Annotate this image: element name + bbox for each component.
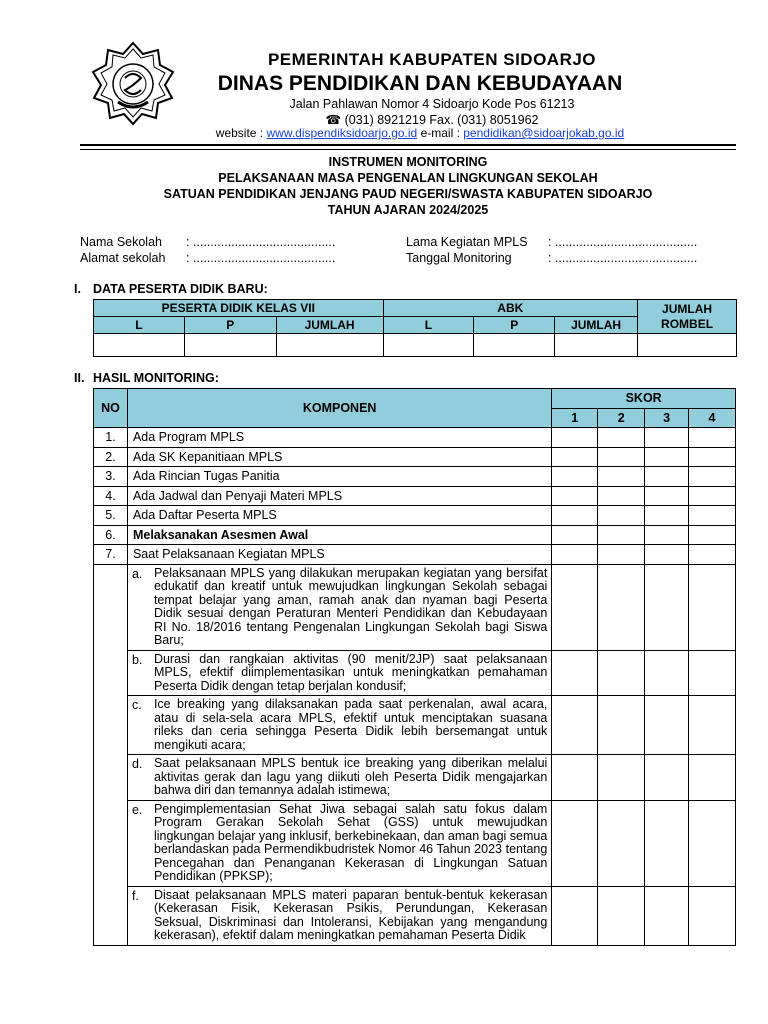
doc-title: INSTRUMEN MONITORING [328,155,488,169]
subitem-letter: d. [131,757,143,771]
score-cell[interactable] [598,755,645,801]
score-cell[interactable] [689,447,736,467]
row-component: Melaksanakan Asesmen Awal [127,525,551,545]
score-cell[interactable] [598,506,645,526]
score-cell[interactable] [645,886,689,945]
score-cell[interactable] [689,486,736,506]
subitem-text: Ice breaking yang dilaksanakan pada saat perkenalan, awal acara, atau di sela-sela acara MPLS, efektif untuk menciptakan suasana rileks dan ceria sehingga Peserta Didik lebih bersemangat untuk mengikuti acara; [153,697,548,752]
col-no: NO [94,389,128,428]
col-abk-l: L [383,317,474,334]
score-cell[interactable] [645,545,689,565]
subitem-text: Disaat pelaksanaan MPLS materi paparan bentuk-bentuk kekerasan (Kekerasan Fisik, Kekerasan Psikis, Perundungan, Kekerasan Seksual, Diskriminasi dan Intoleransi, Kebijakan yang mengandung kekerasan), efektif dalam meningkatkan pemahaman Peserta Didik [153,887,548,942]
score-cell[interactable] [645,506,689,526]
skor-3: 3 [645,408,689,428]
subitem [127,800,551,886]
doc-year: TAHUN AJARAN 2024/2025 [327,203,489,217]
subitem-letter: b. [131,652,143,667]
col-abk-p: P [474,317,555,334]
phone-number: (031) 8921219 Fax. (031) 8051962 [344,113,539,127]
score-cell[interactable] [645,755,689,801]
row-component: Ada SK Kepanitiaan MPLS [127,447,551,467]
school-address-field[interactable]: : ......................................... [186,251,336,265]
monitoring-date-label: Tanggal Monitoring [406,251,512,265]
score-cell[interactable] [552,428,598,448]
school-name-label: Nama Sekolah [80,235,162,249]
score-cell[interactable] [552,755,598,801]
col-skor: SKOR [552,389,736,409]
monitoring-date-field[interactable]: : ......................................... [548,251,698,265]
website-label: website : [215,126,267,140]
row-component: Saat Pelaksanaan Kegiatan MPLS [127,545,551,565]
score-cell[interactable] [689,650,736,696]
phone-icon: ☎ [325,113,342,127]
score-cell[interactable] [552,506,598,526]
subitem-text: Pengimplementasian Sehat Jiwa sebagai salah satu fokus dalam Program Gerakan Sekolah Sehat (GSS) untuk mewujudkan lingkungan belajar yang inklusif, berkebinekaan, dan aman bagi semua berlandaskan pada Permendikbudristek Nomor 46 Tahun 2023 tentang Pencegahan dan Penanganan Kekerasan di Lingkungan Satuan Pendidikan (PPKSP); [153,801,548,883]
score-cell[interactable] [598,525,645,545]
group-header-abk: ABK [383,300,638,317]
cell-rombel[interactable] [638,334,737,357]
col-l: L [94,317,185,334]
score-cell[interactable] [645,696,689,755]
col-komponen: KOMPONEN [127,389,551,428]
score-cell[interactable] [598,545,645,565]
skor-2: 2 [598,408,645,428]
section1-number: I. [74,282,81,296]
row-number: 4. [94,486,128,506]
row-component: Ada Jadwal dan Penyaji Materi MPLS [127,486,551,506]
office-name: DINAS PENDIDIKAN DAN KEBUDAYAAN [217,72,623,95]
score-cell[interactable] [689,467,736,487]
score-cell[interactable] [645,447,689,467]
score-cell[interactable] [552,886,598,945]
subitem [127,650,551,696]
row-number: 2. [94,447,128,467]
score-cell[interactable] [552,800,598,886]
cell-p[interactable] [184,334,276,357]
score-cell[interactable] [552,467,598,487]
score-cell[interactable] [689,886,736,945]
score-cell[interactable] [689,525,736,545]
score-cell[interactable] [645,564,689,650]
score-cell[interactable] [645,800,689,886]
monitoring-table [93,388,736,946]
score-cell[interactable] [689,696,736,755]
office-address: Jalan Pahlawan Nomor 4 Sidoarjo Kode Pos 61213 [289,97,575,111]
duration-label: Lama Kegiatan MPLS [406,235,528,249]
skor-1: 1 [552,408,598,428]
score-cell[interactable] [598,564,645,650]
row-component: Ada Daftar Peserta MPLS [127,506,551,526]
row-number: 1. [94,428,128,448]
subitem-letter: e. [131,802,143,817]
email-label: e-mail : [417,126,464,140]
score-cell[interactable] [552,696,598,755]
office-contacts [200,126,640,140]
student-data-table [93,299,737,357]
skor-4: 4 [689,408,736,428]
cell-l[interactable] [94,334,185,357]
score-cell[interactable] [645,650,689,696]
cell-jumlah[interactable] [276,334,383,357]
letterhead-rule [80,144,736,146]
score-cell[interactable] [598,800,645,886]
subitem [127,696,551,755]
score-cell[interactable] [598,428,645,448]
school-name-field[interactable]: : ......................................... [186,235,336,249]
score-cell[interactable] [689,428,736,448]
score-cell[interactable] [552,545,598,565]
group-header-students: PESERTA DIDIK KELAS VII [94,300,384,317]
col-abk-jumlah: JUMLAH [555,317,638,334]
score-cell[interactable] [598,886,645,945]
score-cell[interactable] [552,650,598,696]
row-component: Ada Program MPLS [127,428,551,448]
section2-number: II. [74,371,85,385]
score-cell[interactable] [598,447,645,467]
row-number: 6. [94,525,128,545]
subitem [127,886,551,945]
cell-abk-jumlah[interactable] [555,334,638,357]
office-phone [222,112,642,127]
score-cell[interactable] [689,800,736,886]
score-cell[interactable] [645,467,689,487]
score-cell[interactable] [645,486,689,506]
cell-abk-p[interactable] [474,334,555,357]
score-cell[interactable] [645,525,689,545]
score-cell[interactable] [689,564,736,650]
score-cell[interactable] [598,467,645,487]
section2-title: HASIL MONITORING: [93,371,219,385]
row-number: 3. [94,467,128,487]
email-link[interactable]: pendidikan@sidoarjokab.go.id [463,126,625,140]
row-number: 7. [94,545,128,565]
doc-subtitle-2: SATUAN PENDIDIKAN JENJANG PAUD NEGERI/SWASTA KABUPATEN SIDOARJO [163,187,653,201]
school-address-label: Alamat sekolah [80,251,166,265]
duration-field[interactable]: : ......................................... [548,235,698,249]
letterhead-rule-thin [80,149,736,150]
subitem-letter: c. [131,698,142,712]
section1-title: DATA PESERTA DIDIK BARU: [93,282,268,296]
col-jumlah: JUMLAH [276,317,383,334]
subitem [127,755,551,801]
row-component: Ada Rincian Tugas Panitia [127,467,551,487]
score-cell[interactable] [552,486,598,506]
government-name: PEMERINTAH KABUPATEN SIDOARJO [267,50,597,69]
doc-subtitle-1: PELAKSANAAN MASA PENGENALAN LINGKUNGAN SEKOLAH [218,171,598,185]
subitem-letter: a. [131,566,143,581]
website-link[interactable]: www.dispendiksidoarjo.go.id [266,126,418,140]
subitem-text: Durasi dan rangkaian aktivitas (90 menit/2JP) saat pelaksanaan MPLS, efektif diimplementasikan untuk meningkatkan pemahaman Peserta Didik dengan tetap berjalan kondusif; [153,651,548,693]
row-number: 5. [94,506,128,526]
score-cell[interactable] [645,428,689,448]
score-cell[interactable] [689,755,736,801]
score-cell[interactable] [552,447,598,467]
score-cell[interactable] [552,525,598,545]
score-cell[interactable] [598,650,645,696]
group-header-rombel: JUMLAH ROMBEL [638,300,737,334]
cell-abk-l[interactable] [383,334,474,357]
score-cell[interactable] [598,486,645,506]
score-cell[interactable] [552,564,598,650]
subitem-text: Saat pelaksanaan MPLS bentuk ice breaking yang diberikan melalui aktivitas gerak dan lagu yang diikuti oleh Peserta Didik mengajarkan bahwa diri dan temannya adalah istimewa; [153,756,548,797]
score-cell[interactable] [689,506,736,526]
subitem-text: Pelaksanaan MPLS yang dilakukan merupakan kegiatan yang bersifat edukatif dan kreatif untuk mewujudkan lingkungan Sekolah sebagai tempat belajar yang aman, ramah anak dan nyaman bagi Peserta Didik sesuai dengan Peraturan Menteri Pendidikan dan Kebudayaan RI No. 18/2016 tentang Pengenalan Lingkungan Sekolah bagi Siswa Baru; [153,565,548,647]
score-cell[interactable] [598,696,645,755]
subitem [127,564,551,650]
score-cell[interactable] [689,545,736,565]
col-p: P [184,317,276,334]
sidoarjo-crest-icon [90,40,176,126]
subitem-letter: f. [131,888,139,903]
